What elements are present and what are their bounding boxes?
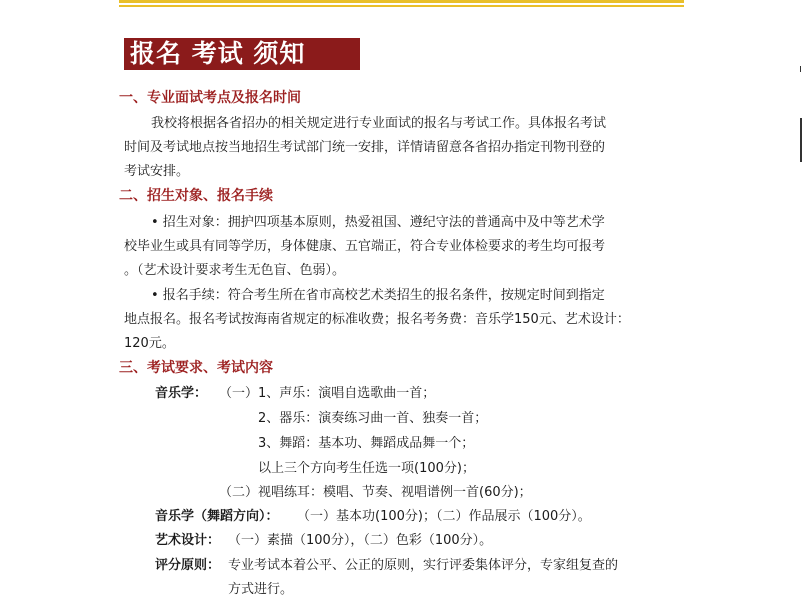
dance-text: （一）基本功(100分)；（二）作品展示（100分）。 xyxy=(297,509,591,524)
art-label: 艺术设计： xyxy=(155,533,221,548)
top-rule-secondary xyxy=(119,5,684,7)
music-line: （一）1、声乐：演唱自选歌曲一首； xyxy=(219,386,436,401)
edge-mark xyxy=(800,66,801,72)
section-heading-2: 二、招生对象、报名手续 xyxy=(119,188,273,204)
section-2-line: 地点报名。报名考试按海南省规定的标准收费；报名考务费：音乐学150元、艺术设计： xyxy=(124,312,630,327)
music-line: 2、器乐：演奏练习曲一首、独奏一首； xyxy=(258,411,488,426)
grading-label: 评分原则： xyxy=(155,558,221,573)
grading-line: 专业考试本着公平、公正的原则，实行评委集体评分，专家组复查的 xyxy=(228,558,619,573)
section-2-line: 。（艺术设计要求考生无色盲、色弱）。 xyxy=(124,263,346,278)
music-line: （二）视唱练耳：模唱、节奏、视唱谱例一首(60分)； xyxy=(219,485,532,500)
section-1-line: 我校将根据各省招办的相关规定进行专业面试的报名与考试工作。具体报名考试 xyxy=(151,116,607,131)
page-title: 报名 考试 须知 xyxy=(124,38,360,70)
top-rule xyxy=(119,0,684,3)
section-2-line: • 招生对象：拥护四项基本原则，热爱祖国、遵纪守法的普通高中及中等艺术学 xyxy=(151,215,605,230)
art-text: （一）素描（100分），（二）色彩（100分）。 xyxy=(228,533,493,548)
section-1-line: 考试安排。 xyxy=(124,164,190,179)
section-2-line: 校毕业生或具有同等学历，身体健康、五官端正，符合专业体检要求的考生均可报考 xyxy=(124,239,606,254)
music-label: 音乐学： xyxy=(155,386,208,401)
section-heading-3: 三、考试要求、考试内容 xyxy=(119,360,273,376)
music-line: 以上三个方向考生任选一项(100分)； xyxy=(258,461,475,476)
grading-line: 方式进行。 xyxy=(228,582,294,597)
dance-label: 音乐学（舞蹈方向）： xyxy=(155,509,279,524)
section-heading-1: 一、专业面试考点及报名时间 xyxy=(119,90,301,106)
section-2-line: 120元。 xyxy=(124,336,175,351)
section-2-line: • 报名手续：符合考生所在省市高校艺术类招生的报名条件，按规定时间到指定 xyxy=(151,288,605,303)
edge-mark xyxy=(800,118,802,162)
music-line: 3、舞蹈：基本功、舞蹈成品舞一个； xyxy=(258,436,475,451)
section-1-line: 时间及考试地点按当地招生考试部门统一安排，详情请留意各省招办指定刊物刊登的 xyxy=(124,140,606,155)
